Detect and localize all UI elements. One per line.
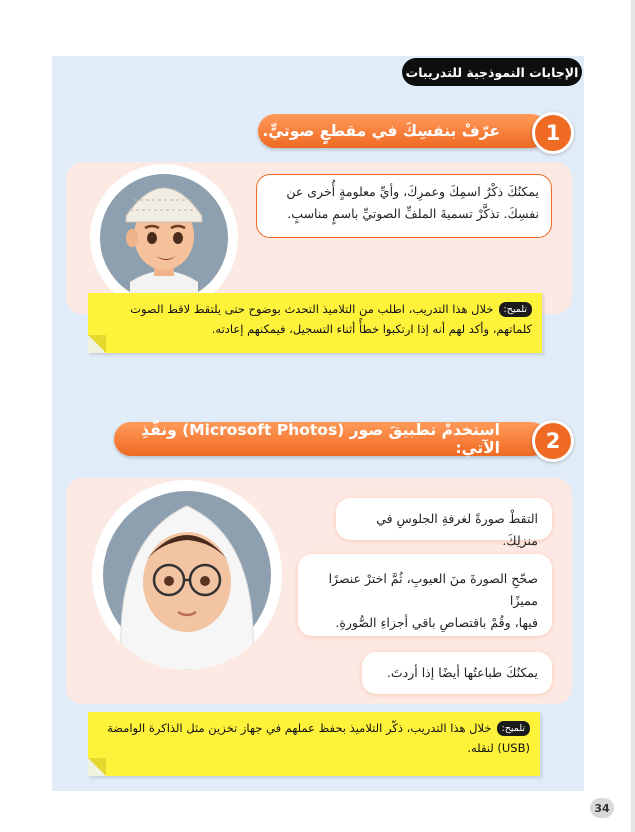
girl-avatar-icon bbox=[92, 480, 282, 670]
page-fold bbox=[88, 758, 106, 776]
exercise-2-tip bbox=[88, 712, 540, 776]
page-header: الإجابات النموذجية للتدريبات bbox=[402, 58, 582, 86]
tip-text: خلال هذا التدريب، اطلب من التلاميذ التحدث بوضوح حتى يلتقط لاقط الصوت bbox=[130, 302, 494, 316]
exercise-1-number: 1 bbox=[532, 112, 574, 154]
step-line: فيها، وقُمْ باقتصاصِ باقي أجزاءِ الصُّورةِ. bbox=[335, 615, 538, 630]
exercise-1-speech-bubble bbox=[256, 174, 552, 238]
tip-label: تلميح: bbox=[497, 721, 530, 736]
tip-label: تلميح: bbox=[499, 302, 532, 317]
tip-line: كلماتهم، وأكد لهم أنه إذا ارتكبوا خطأً أثناء التسجيل، فيمكنهم إعادته. bbox=[211, 322, 532, 336]
exercise-2-step-1: التقطْ صورةً لغرفةِ الجلوسِ في منزلِكَ. bbox=[336, 498, 552, 540]
tip-line bbox=[98, 718, 530, 738]
boy-avatar-icon bbox=[90, 164, 238, 312]
tip-line: (USB) لنقله. bbox=[467, 741, 530, 755]
tip-line bbox=[98, 299, 532, 319]
bubble-line: يمكنُكَ ذكْرُ اسمِكَ وعمرِكَ، وأيِّ معلومةٍ أُخرى عن bbox=[286, 184, 539, 199]
bubble-line: نفسِكَ. تذكَّرْ تسميةَ الملفِّ الصوتيِّ باسمٍ مناسبٍ. bbox=[287, 206, 539, 221]
exercise-1-title: عرّفْ بنفسِكَ في مقطعٍ صوتيٍّ. bbox=[258, 114, 548, 148]
exercise-2-number: 2 bbox=[532, 420, 574, 462]
exercise-2-step-3: يمكنُكَ طباعتُها أيضًا إذا أردتَ. bbox=[362, 652, 552, 694]
exercise-1-tip bbox=[88, 293, 542, 353]
page-edge bbox=[631, 0, 635, 832]
page-number: 34 bbox=[590, 798, 614, 818]
step-line: صحّحِ الصورةَ منَ العيوبِ، ثُمَّ اخترْ عنصرًا مميزًا bbox=[328, 571, 538, 608]
tip-text: خلال هذا التدريب، ذكّر التلاميذ بحفظ عملهم في جهاز تخزين مثل الذاكرة الوامضة bbox=[107, 721, 492, 735]
exercise-2-step-2 bbox=[298, 554, 552, 636]
page-fold bbox=[88, 335, 106, 353]
exercise-2-title: استخدمْ تطبيقَ صور (Microsoft Photos) ونفّذِ الآتي: bbox=[114, 422, 548, 456]
